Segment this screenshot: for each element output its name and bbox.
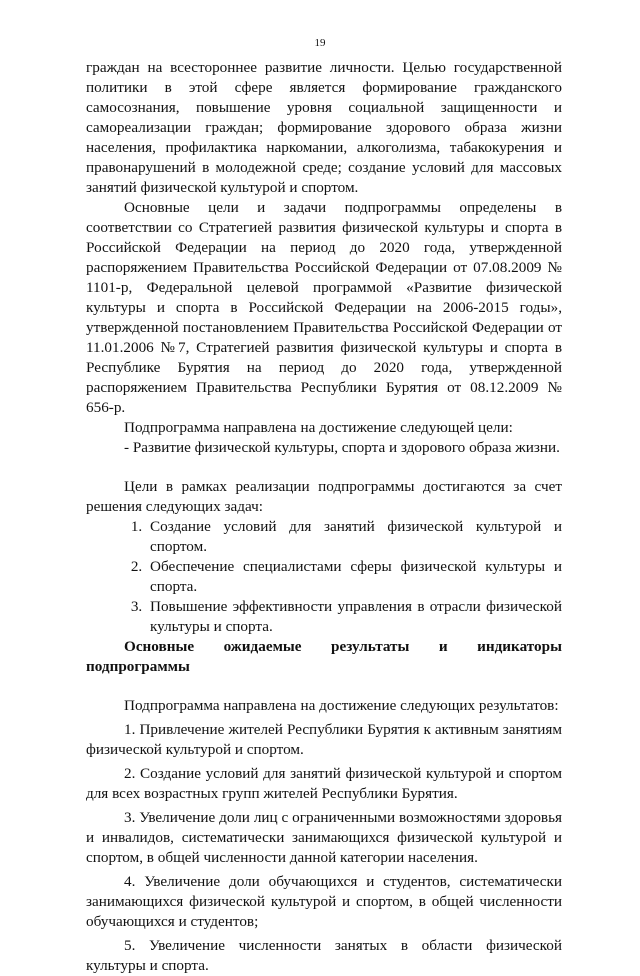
tasks-list xyxy=(86,517,562,637)
results-intro: Подпрограмма направлена на достижение следующих результатов: xyxy=(124,697,559,714)
task-item: 3. Повышение эффективности управления в отрасли физической культуры и спорта. xyxy=(146,597,562,637)
task-item: 1. Создание условий для занятий физической культурой и спортом. xyxy=(146,517,562,557)
document-body xyxy=(86,58,562,976)
paragraph-tasks-intro: Цели в рамках реализации подпрограммы достигаются за счет решения следующих задач: xyxy=(86,478,562,515)
result-item: 2. Создание условий для занятий физической культурой и спортом для всех возрастных групп жителей Республики Бурятия. xyxy=(86,765,562,802)
paragraph-goals-basis: Основные цели и задачи подпрограммы определены в соответствии со Стратегией развития физической культуры и спорта в Российской Федерации на период до 2020 года, утвержденной распоряжением Правительства Российской Федерации от 07.08.2009 № 1101-р, Федеральной целевой программой «Развитие физической культуры и спорта в Российской Федерации на 2006-2015 годы», утвержденной постановлением Правительства Российской Федерации от 11.01.2006 №7, Стратегией развития физической культуры и спорта в Республике Бурятия на период до 2020 года, утвержденной распоряжением Правительства Республики Бурятия от 08.12.2009 № 656-р. xyxy=(86,199,562,416)
result-item: 3. Увеличение доли лиц с ограниченными возможностями здоровья и инвалидов, систематически занимающихся физической культурой и спортом, в общей численности данной категории населения. xyxy=(86,809,562,866)
heading-word: результаты xyxy=(331,638,410,655)
paragraph-goal-intro: Подпрограмма направлена на достижение следующей цели: xyxy=(124,419,513,436)
result-item: 4. Увеличение доли обучающихся и студентов, систематически занимающихся физической культурой и спортом, в общей численности обучающихся и студентов; xyxy=(86,873,562,930)
page-number: 19 xyxy=(314,37,326,49)
task-item: 2. Обеспечение специалистами сферы физической культуры и спорта. xyxy=(146,557,562,597)
paragraph-goal-item: - Развитие физической культуры, спорта и здорового образа жизни. xyxy=(124,439,560,456)
heading-word: ожидаемые xyxy=(223,638,302,655)
heading-word: Основные xyxy=(124,638,195,655)
result-item: 5. Увеличение численности занятых в области физической культуры и спорта. xyxy=(86,937,562,974)
heading-word: индикаторы xyxy=(477,638,562,655)
paragraph-continuation: граждан на всестороннее развитие личности. Целью государственной политики в этой сфере является формирование гражданского самосознания, повышение уровня социальной защищенности и самореализации граждан; формирование здорового образа жизни населения, профилактика наркомании, алкоголизма, табакокурения и правонарушений в молодежной среде; создание условий для массовых занятий физической культурой и спортом. xyxy=(86,59,562,196)
heading-word: и xyxy=(438,638,448,655)
result-item: 1. Привлечение жителей Республики Бурятия к активным занятиям физической культурой и спортом. xyxy=(86,721,562,758)
heading-line-2: подпрограммы xyxy=(86,658,190,675)
section-heading xyxy=(86,637,562,677)
